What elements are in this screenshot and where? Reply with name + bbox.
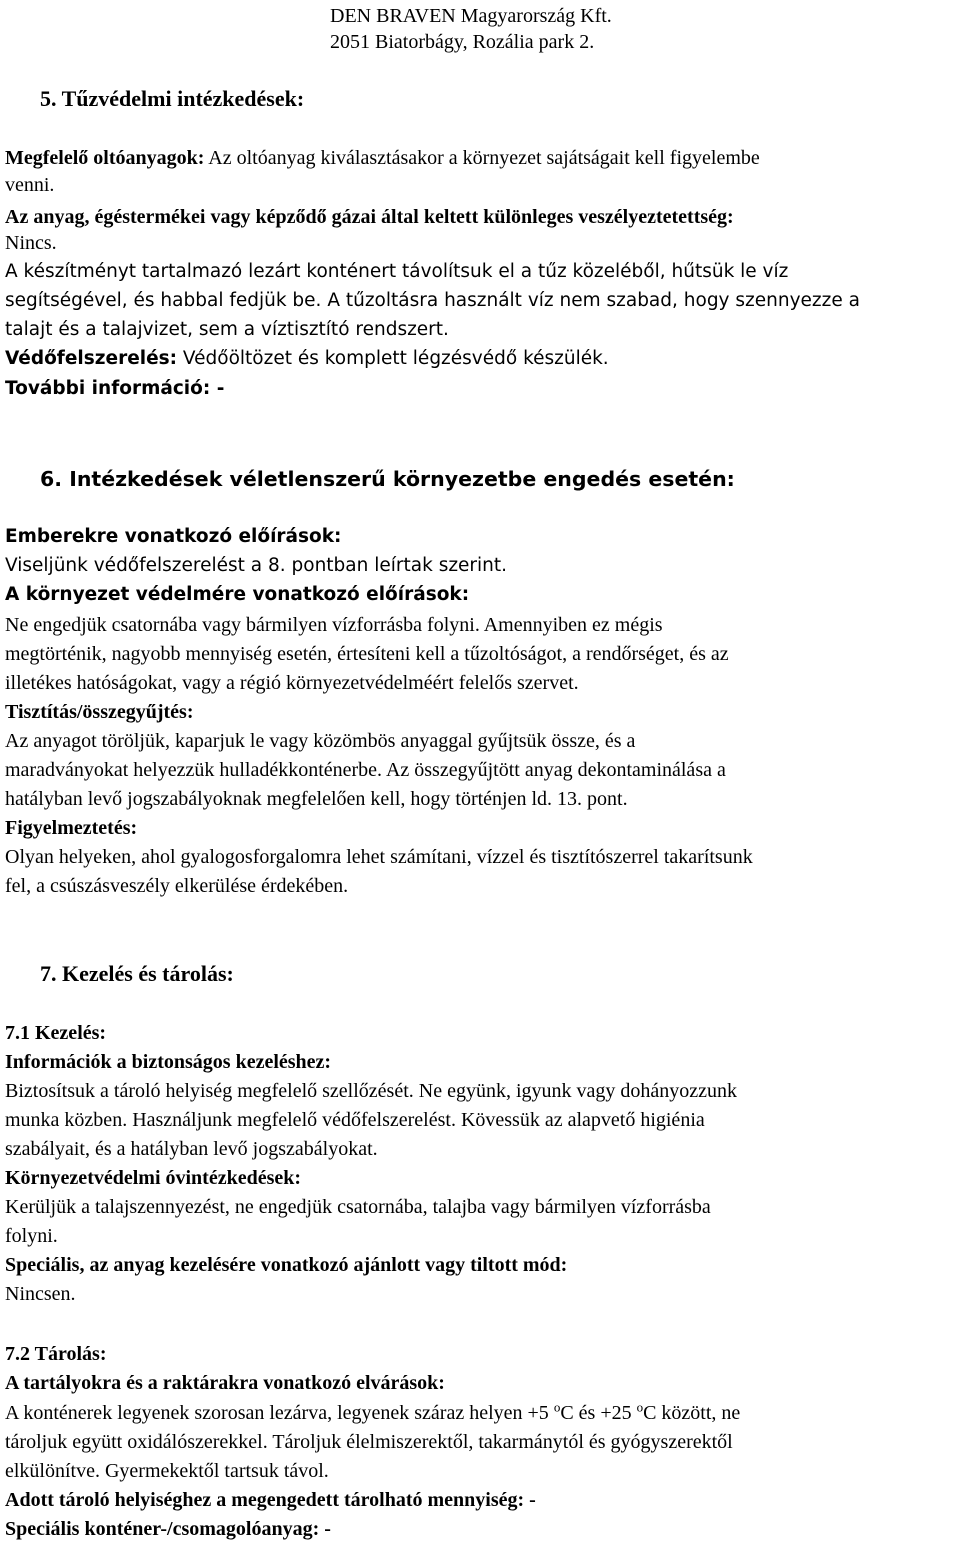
storage-line-1a: A konténerek legyenek szorosan lezárva, legyenek száraz helyen +5 <box>5 1402 554 1424</box>
people-precautions-text: Viseljünk védőfelszerelést a 8. pontban leírtak szerint. <box>5 555 508 576</box>
storage-line-1b: C és +25 <box>560 1402 637 1424</box>
storage-line-3: elkülönítve. Gyermekektől tartsuk távol. <box>5 1460 329 1482</box>
special-hazard-label: Az anyag, égéstermékei vagy képződő gázai által keltett különleges veszélyeztetettség: <box>5 206 734 228</box>
protective-equipment-line <box>5 347 609 371</box>
environmental-precautions-line-1: Kerüljük a talajszennyezést, ne engedjük csatornába, talajba vagy bármilyen vízforrásba <box>5 1196 711 1218</box>
extinguishing-media-label: Megfelelő oltóanyagok: <box>5 147 205 169</box>
cleanup-line-1: Az anyagot töröljük, kaparjuk le vagy közömbös anyaggal gyűjtsük össze, és a <box>5 730 636 752</box>
safe-handling-label: Információk a biztonságos kezeléshez: <box>5 1051 332 1073</box>
section-5-heading: 5. Tűzvédelmi intézkedések: <box>40 86 305 111</box>
environment-line-2: megtörténik, nagyobb mennyiség esetén, értesíteni kell a tűzoltóságot, a rendőrséget, és az <box>5 643 729 665</box>
storage-requirements-label: A tartályokra és a raktárakra vonatkozó elvárások: <box>5 1372 445 1394</box>
environment-line-1: Ne engedjük csatornába vagy bármilyen vízforrásba folyni. Amennyiben ez mégis <box>5 614 663 636</box>
fire-paragraph-line-1: A készítményt tartalmazó lezárt konténert távolítsuk el a tűz közeléből, hűtsük le víz <box>5 261 789 282</box>
storage-subheading: 7.2 Tárolás: <box>5 1343 107 1365</box>
environmental-precautions-label: Környezetvédelmi óvintézkedések: <box>5 1167 302 1189</box>
cleanup-line-2: maradványokat helyezzük hulladékkonténerbe. Az összegyűjtött anyag dekontaminálása a <box>5 759 726 781</box>
company-name: DEN BRAVEN Magyarország Kft. <box>330 5 612 27</box>
handling-subheading: 7.1 Kezelés: <box>5 1022 107 1044</box>
cleanup-line-3: hatályban levő jogszabályoknak megfelelően kell, hogy történjen ld. 13. pont. <box>5 788 628 810</box>
more-information: További információ: - <box>5 378 225 399</box>
company-address: 2051 Biatorbágy, Rozália park 2. <box>330 31 595 53</box>
warning-line-2: fel, a csúszásveszély elkerülése érdekében. <box>5 875 349 897</box>
fire-paragraph-line-2 <box>5 289 860 313</box>
extinguishing-media-text: Az oltóanyag kiválasztásakor a környezet sajátságait kell figyelembe <box>204 147 760 169</box>
warning-label: Figyelmeztetés: <box>5 817 138 839</box>
special-handling-text: Nincsen. <box>5 1283 76 1305</box>
packaging-label: Speciális konténer-/csomagolóanyag: - <box>5 1518 331 1540</box>
section-7-heading: 7. Kezelés és tárolás: <box>40 961 234 986</box>
protective-equipment-text: Védőöltözet és komplett légzésvédő készülék. <box>177 348 609 369</box>
protective-equipment-label: Védőfelszerelés: <box>5 348 178 369</box>
page-header <box>330 3 612 55</box>
fire-paragraph-line-2b: A tűzoltásra használt víz nem szabad, hogy szennyezze a <box>321 290 860 311</box>
special-handling-label: Speciális, az anyag kezelésére vonatkozó ajánlott vagy tiltott mód: <box>5 1254 568 1276</box>
extinguishing-media-cont: venni. <box>5 174 55 196</box>
safe-handling-line-1: Biztosítsuk a tároló helyiség megfelelő szellőzését. Ne együnk, igyunk vagy dohányozzunk <box>5 1080 738 1102</box>
storage-quantity-label: Adott tároló helyiséghez a megengedett tárolható mennyiség: - <box>5 1489 536 1511</box>
storage-line-2: tároljuk együtt oxidálószerekkel. Tároljuk élelmiszerektől, takarmánytól és gyógyszerektől <box>5 1431 733 1453</box>
section-6-heading: 6. Intézkedések véletlenszerű környezetbe engedés esetén: <box>40 467 735 491</box>
environment-line-3: illetékes hatóságokat, vagy a régió környezetvédelméért felelős szervet. <box>5 672 579 694</box>
extinguishing-media-line <box>5 146 760 170</box>
safe-handling-line-3: szabályait, és a hatályban levő jogszabályokat. <box>5 1138 378 1160</box>
degree-sup-1: o <box>553 1399 561 1415</box>
people-precautions-label: Emberekre vonatkozó előírások: <box>5 526 342 547</box>
environment-precautions-label: A környezet védelmére vonatkozó előírások: <box>5 584 470 605</box>
environmental-precautions-line-2: folyni. <box>5 1225 58 1247</box>
fire-paragraph-line-2a: segítségével, és habbal fedjük be. <box>5 290 322 311</box>
fire-paragraph-line-3: talajt és a talajvizet, sem a víztisztító rendszert. <box>5 319 449 340</box>
special-hazard-text: Nincs. <box>5 232 57 254</box>
cleanup-label: Tisztítás/összegyűjtés: <box>5 701 194 723</box>
storage-line-1 <box>5 1401 740 1425</box>
warning-line-1: Olyan helyeken, ahol gyalogosforgalomra lehet számítani, vízzel és tisztítószerrel takarítsunk <box>5 846 753 868</box>
degree-sup-2: o <box>636 1399 644 1415</box>
safe-handling-line-2: munka közben. Használjunk megfelelő védőfelszerelést. Kövessük az alapvető higiénia <box>5 1109 705 1131</box>
storage-line-1c: C között, ne <box>643 1402 741 1424</box>
